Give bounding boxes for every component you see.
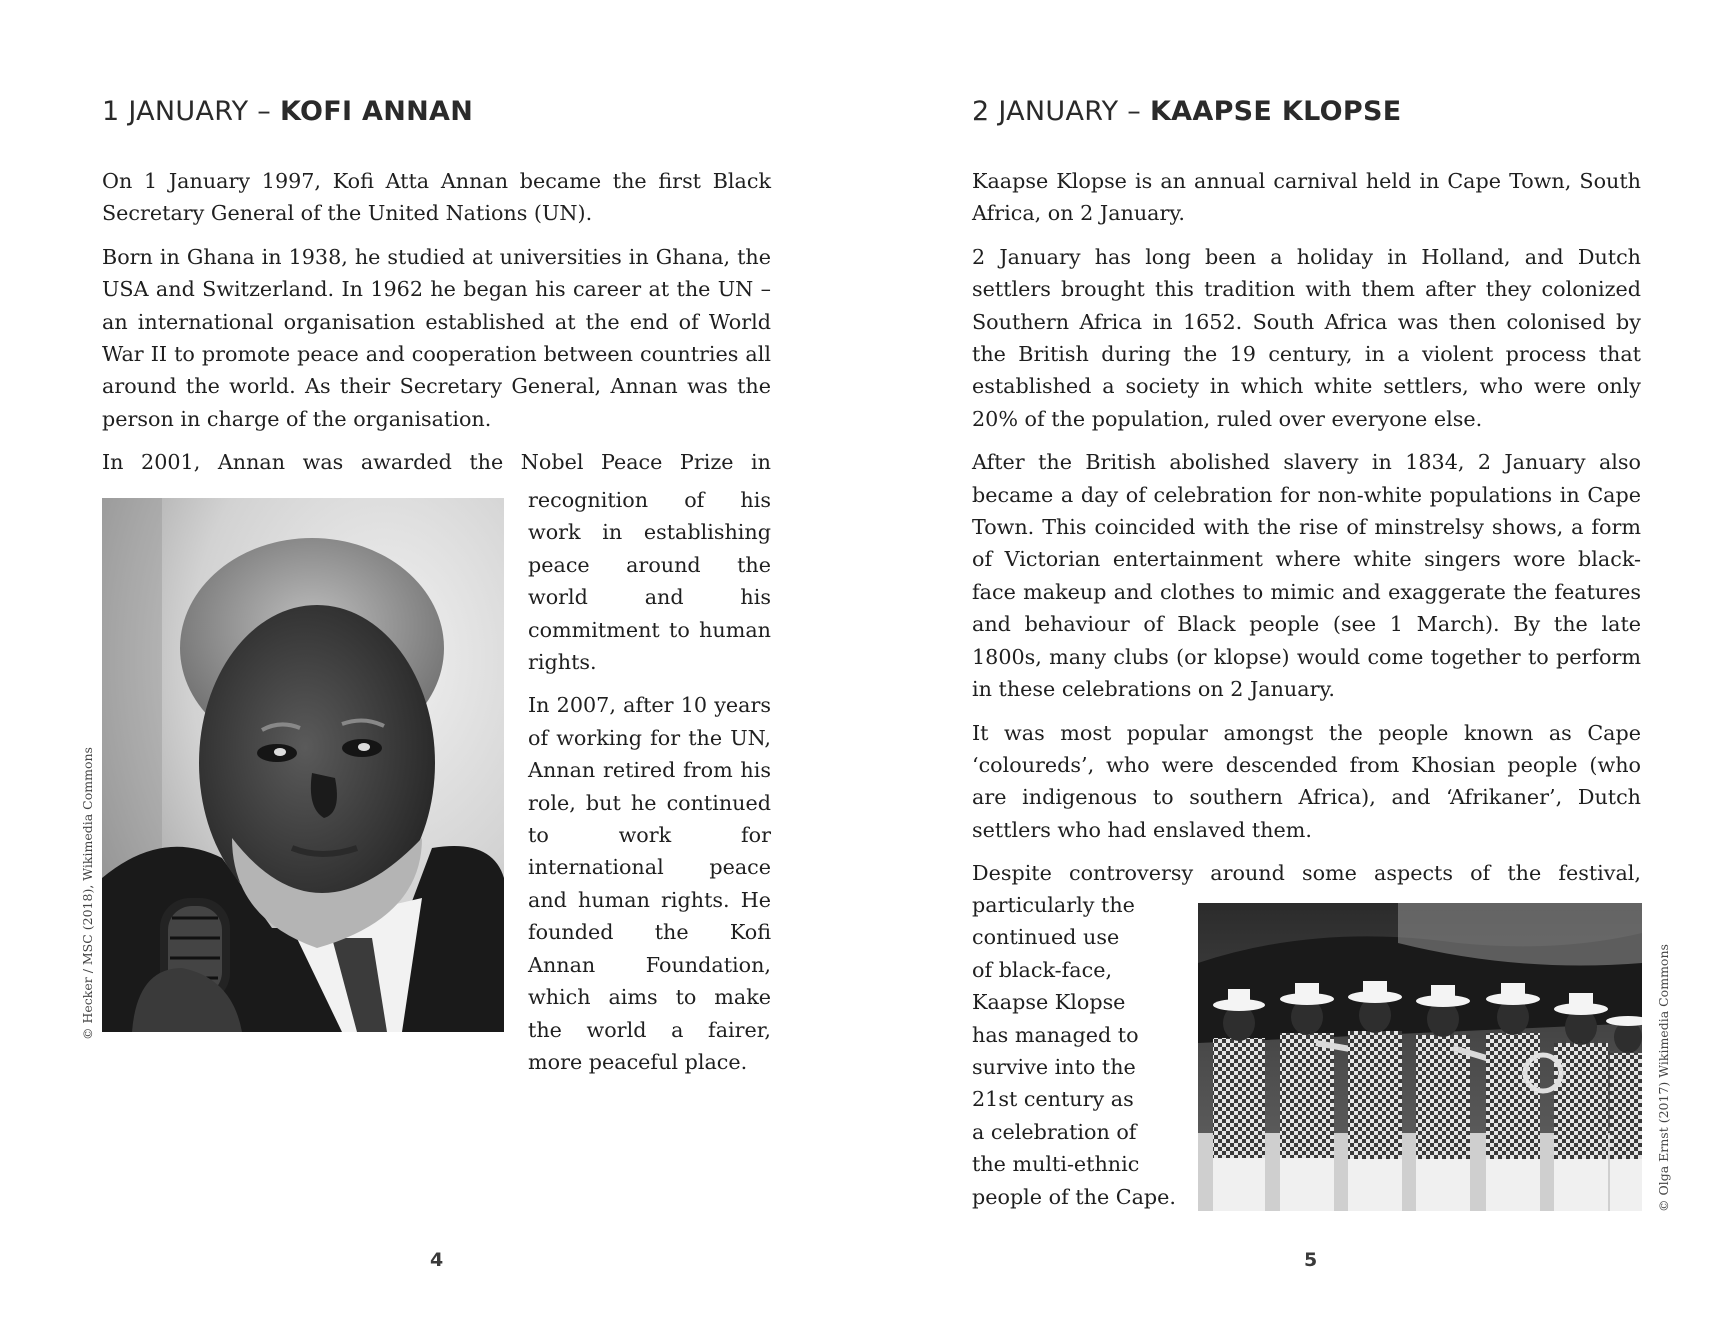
left-paragraph-4: In 2007, after 10 years of working for the UN, Annan retired from his role, but he continued to work for international peace and human rights. He founded the Kofi Annan Foundation, which aims to make the world a fairer, more peaceful place. xyxy=(528,693,771,1074)
left-paragraph-3-first-line: In 2001, Annan was awarded the Nobel Peace Prize in xyxy=(102,450,771,475)
right-heading-date: 2 JANUARY – xyxy=(972,96,1150,127)
kaapse-klopse-photo xyxy=(1198,903,1642,1211)
left-paragraph-2: Born in Ghana in 1938, he studied at universities in Ghana, the USA and Switzerland. In 1962 he began his career at the UN – an international organisation established at the end of World War II to promote peace and cooperation between countries all around the world. As their Secretary General, Annan was the person in charge of the organisation. xyxy=(102,244,771,431)
wrap-line: the multi-ethnic xyxy=(972,1152,1140,1177)
right-paragraph-2: 2 January has long been a holiday in Holland, and Dutch settlers brought this tradition with them after they colonized Southern Africa in 1652. South Africa was then colonised by the British during the 19 century, in a violent process that established a society in which white settlers, who were only 20% of the population, ruled over everyone else. xyxy=(972,244,1641,431)
left-heading-title: KOFI ANNAN xyxy=(279,96,474,127)
left-heading xyxy=(102,95,473,129)
right-wrap-text xyxy=(972,889,1192,1213)
right-paragraph-4: It was most popular amongst the people known as Cape ‘coloureds’, who were descended from Khosian people (who are indigenous to southern Africa), and ‘Afrikaner’, Dutch settlers who had enslaved them. xyxy=(972,720,1641,842)
wrap-line: continued use xyxy=(972,925,1120,950)
wrap-line: survive into the xyxy=(972,1055,1136,1080)
left-heading-date: 1 JANUARY – xyxy=(102,96,280,127)
left-photo-credit: © Hecker / MSC (2018), Wikimedia Commons xyxy=(80,747,95,1040)
right-main-text xyxy=(972,165,1641,890)
wrap-line: 21st century as xyxy=(972,1087,1134,1112)
right-photo-credit: © Olga Ernst (2017) Wikimedia Commons xyxy=(1656,944,1671,1212)
left-wrap-text xyxy=(528,484,771,1089)
wrap-line: Kaapse Klopse xyxy=(972,990,1126,1015)
left-intro-text xyxy=(102,165,771,479)
wrap-line: of black-face, xyxy=(972,957,1113,982)
wrap-line: a celebration of xyxy=(972,1119,1137,1144)
wrap-line: has managed to xyxy=(972,1022,1139,1047)
right-heading xyxy=(972,95,1401,129)
right-page xyxy=(868,0,1735,1327)
right-paragraph-3: After the British abolished slavery in 1834, 2 January also became a day of celebration for non-white populations in Cape Town. This coincided with the rise of minstrelsy shows, a form of Victorian entertainment where white singers wore black-face makeup and clothes to mimic and exaggerate the features and behaviour of Black people (see 1 March). By the late 1800s, many clubs (or klopse) would come together to perform in these celebrations on 2 January. xyxy=(972,450,1641,702)
left-paragraph-1: On 1 January 1997, Kofi Atta Annan became the first Black Secretary General of the United Nations (UN). xyxy=(102,169,771,226)
right-heading-title: KAAPSE KLOPSE xyxy=(1149,96,1402,127)
left-page-number: 4 xyxy=(430,1249,444,1271)
right-paragraph-1: Kaapse Klopse is an annual carnival held in Cape Town, South Africa, on 2 January. xyxy=(972,169,1641,226)
left-paragraph-3-rest: recognition of his work in establishing peace around the world and his commitment to human rights. xyxy=(528,488,771,675)
wrap-line: people of the Cape. xyxy=(972,1184,1176,1209)
right-paragraph-5-first-line: Despite controversy around some aspects of the festival, xyxy=(972,861,1641,886)
right-page-number: 5 xyxy=(1304,1249,1318,1271)
wrap-line: particularly the xyxy=(972,893,1135,917)
left-page xyxy=(0,0,867,1327)
kofi-annan-photo xyxy=(102,498,504,1032)
